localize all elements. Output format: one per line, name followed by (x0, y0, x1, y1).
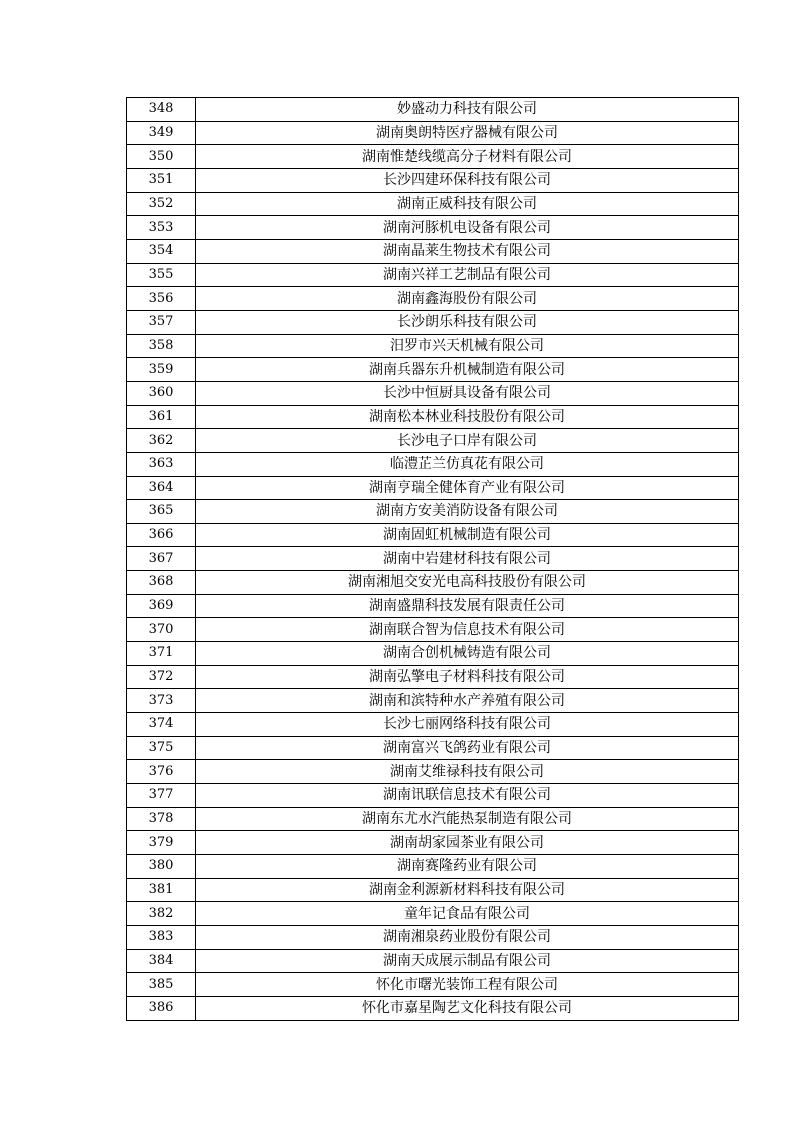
table-row (127, 429, 739, 453)
table-row (127, 547, 739, 571)
company-name-cell: 湖南艾维禄科技有限公司 (196, 760, 739, 784)
row-number-cell: 373 (127, 689, 196, 713)
company-name-cell: 湖南弘擎电子材料科技有限公司 (196, 665, 739, 689)
row-number-cell: 380 (127, 855, 196, 879)
row-number-cell: 352 (127, 192, 196, 216)
row-number-cell: 357 (127, 310, 196, 334)
company-name-cell: 湖南河豚机电设备有限公司 (196, 216, 739, 240)
company-name-cell: 湖南亨瑞全健体育产业有限公司 (196, 476, 739, 500)
row-number-cell: 356 (127, 287, 196, 311)
table-row (127, 784, 739, 808)
table-row (127, 121, 739, 145)
company-name-cell: 湖南讯联信息技术有限公司 (196, 784, 739, 808)
row-number-cell: 376 (127, 760, 196, 784)
table-row (127, 665, 739, 689)
company-name-cell: 湖南惟楚线缆高分子材料有限公司 (196, 145, 739, 169)
table-row (127, 239, 739, 263)
table-row (127, 216, 739, 240)
row-number-cell: 364 (127, 476, 196, 500)
company-name-cell: 湖南富兴飞鸽药业有限公司 (196, 736, 739, 760)
table-row (127, 145, 739, 169)
table-row (127, 618, 739, 642)
table-row (127, 713, 739, 737)
row-number-cell: 350 (127, 145, 196, 169)
company-name-cell: 湖南和滨特种水产养殖有限公司 (196, 689, 739, 713)
row-number-cell: 362 (127, 429, 196, 453)
table-row (127, 192, 739, 216)
company-name-cell: 怀化市嘉星陶艺文化科技有限公司 (196, 996, 739, 1020)
table-row (127, 855, 739, 879)
table-row (127, 807, 739, 831)
table-row (127, 642, 739, 666)
company-name-cell: 长沙七丽网络科技有限公司 (196, 713, 739, 737)
company-name-cell: 湖南盛鼎科技发展有限责任公司 (196, 594, 739, 618)
table-row (127, 925, 739, 949)
company-name-cell: 妙盛动力科技有限公司 (196, 98, 739, 122)
table-row (127, 996, 739, 1020)
company-name-cell: 湖南方安美消防设备有限公司 (196, 500, 739, 524)
table-row (127, 831, 739, 855)
row-number-cell: 349 (127, 121, 196, 145)
company-name-cell: 湖南天成展示制品有限公司 (196, 949, 739, 973)
company-name-cell: 湖南鑫海股份有限公司 (196, 287, 739, 311)
row-number-cell: 366 (127, 523, 196, 547)
table-row (127, 949, 739, 973)
table-row (127, 571, 739, 595)
company-name-cell: 湖南固虹机械制造有限公司 (196, 523, 739, 547)
row-number-cell: 354 (127, 239, 196, 263)
company-name-cell: 湖南湘旭交安光电高科技股份有限公司 (196, 571, 739, 595)
company-name-cell: 汨罗市兴天机械有限公司 (196, 334, 739, 358)
row-number-cell: 372 (127, 665, 196, 689)
table-row (127, 973, 739, 997)
company-name-cell: 湖南兴祥工艺制品有限公司 (196, 263, 739, 287)
company-name-cell: 湖南正威科技有限公司 (196, 192, 739, 216)
company-name-cell: 临澧芷兰仿真花有限公司 (196, 452, 739, 476)
company-name-cell: 湖南联合智为信息技术有限公司 (196, 618, 739, 642)
table-row (127, 902, 739, 926)
row-number-cell: 361 (127, 405, 196, 429)
table-row (127, 523, 739, 547)
company-list-body (127, 98, 739, 1021)
row-number-cell: 359 (127, 358, 196, 382)
company-name-cell: 怀化市曙光装饰工程有限公司 (196, 973, 739, 997)
row-number-cell: 351 (127, 168, 196, 192)
table-row (127, 476, 739, 500)
table-row (127, 689, 739, 713)
row-number-cell: 355 (127, 263, 196, 287)
row-number-cell: 375 (127, 736, 196, 760)
row-number-cell: 371 (127, 642, 196, 666)
company-name-cell: 长沙朗乐科技有限公司 (196, 310, 739, 334)
table-row (127, 168, 739, 192)
row-number-cell: 378 (127, 807, 196, 831)
table-row (127, 760, 739, 784)
company-name-cell: 湖南中岩建材科技有限公司 (196, 547, 739, 571)
company-name-cell: 童年记食品有限公司 (196, 902, 739, 926)
row-number-cell: 365 (127, 500, 196, 524)
row-number-cell: 348 (127, 98, 196, 122)
company-name-cell: 湖南兵器东升机械制造有限公司 (196, 358, 739, 382)
row-number-cell: 382 (127, 902, 196, 926)
company-name-cell: 长沙中恒厨具设备有限公司 (196, 381, 739, 405)
row-number-cell: 358 (127, 334, 196, 358)
company-name-cell: 湖南胡家园茶业有限公司 (196, 831, 739, 855)
company-list-table (126, 97, 739, 1021)
company-name-cell: 湖南晶莱生物技术有限公司 (196, 239, 739, 263)
row-number-cell: 369 (127, 594, 196, 618)
company-name-cell: 湖南合创机械铸造有限公司 (196, 642, 739, 666)
table-row (127, 287, 739, 311)
row-number-cell: 379 (127, 831, 196, 855)
table-row (127, 98, 739, 122)
company-name-cell: 湖南奥朗特医疗器械有限公司 (196, 121, 739, 145)
row-number-cell: 363 (127, 452, 196, 476)
table-row (127, 358, 739, 382)
company-name-cell: 湖南东尤水汽能热泵制造有限公司 (196, 807, 739, 831)
table-row (127, 334, 739, 358)
table-row (127, 878, 739, 902)
company-name-cell: 湖南金利源新材料科技有限公司 (196, 878, 739, 902)
table-row (127, 594, 739, 618)
row-number-cell: 384 (127, 949, 196, 973)
table-row (127, 500, 739, 524)
row-number-cell: 374 (127, 713, 196, 737)
row-number-cell: 353 (127, 216, 196, 240)
row-number-cell: 377 (127, 784, 196, 808)
table-row (127, 452, 739, 476)
row-number-cell: 383 (127, 925, 196, 949)
row-number-cell: 386 (127, 996, 196, 1020)
company-name-cell: 湖南赛隆药业有限公司 (196, 855, 739, 879)
company-name-cell: 长沙四建环保科技有限公司 (196, 168, 739, 192)
row-number-cell: 385 (127, 973, 196, 997)
table-row (127, 263, 739, 287)
row-number-cell: 360 (127, 381, 196, 405)
row-number-cell: 381 (127, 878, 196, 902)
table-row (127, 381, 739, 405)
row-number-cell: 368 (127, 571, 196, 595)
row-number-cell: 367 (127, 547, 196, 571)
table-row (127, 310, 739, 334)
table-row (127, 736, 739, 760)
row-number-cell: 370 (127, 618, 196, 642)
table-row (127, 405, 739, 429)
company-name-cell: 湖南松本林业科技股份有限公司 (196, 405, 739, 429)
company-name-cell: 长沙电子口岸有限公司 (196, 429, 739, 453)
company-name-cell: 湖南湘泉药业股份有限公司 (196, 925, 739, 949)
